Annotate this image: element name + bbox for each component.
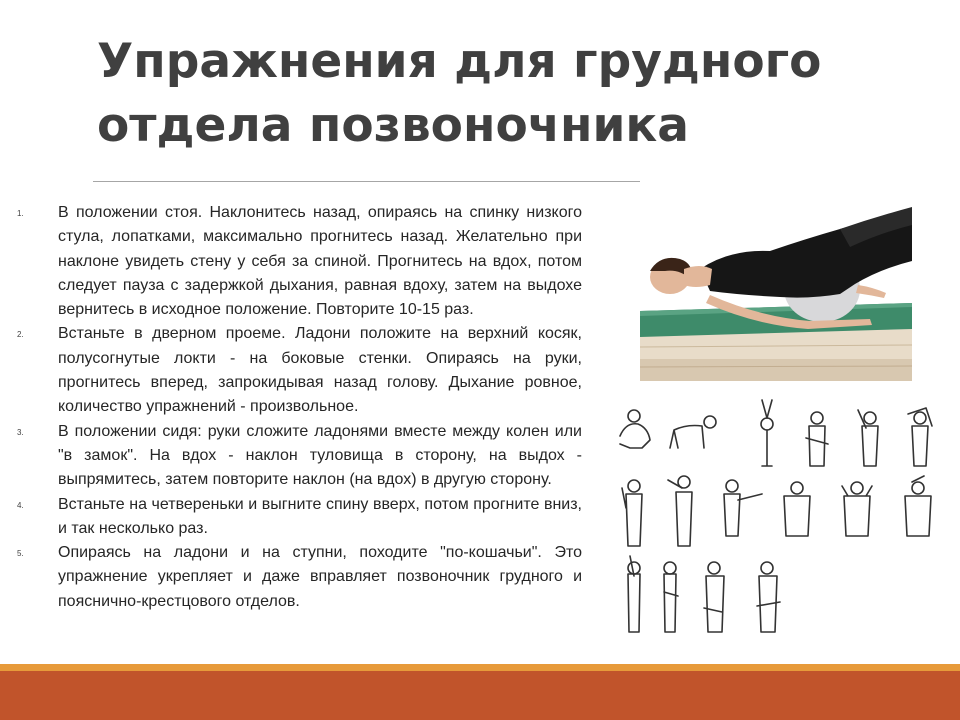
list-item-text: Встаньте на четвереньки и выгните спину вверх, потом прогните вниз, и так несколько раз. xyxy=(58,495,582,537)
list-item-number: 2. xyxy=(17,330,24,340)
list-item-text: В положении сидя: руки сложите ладонями вместе между колен или "в замок". На вдох - наклон туловища в сторону, на выдох - выпрямитесь, затем повторите наклон (на вдох) в другую сторону. xyxy=(58,422,582,489)
list-item-number: 3. xyxy=(17,427,24,437)
title-divider xyxy=(93,181,640,182)
list-item xyxy=(17,201,582,322)
list-item xyxy=(17,493,582,542)
exercise-figures-illustration xyxy=(612,396,945,642)
figure-row-2 xyxy=(622,476,931,546)
exercise-list xyxy=(17,201,582,614)
footer-accent-stripe xyxy=(0,664,960,671)
figure-row-1 xyxy=(620,400,932,466)
list-item xyxy=(17,322,582,419)
footer-band xyxy=(0,671,960,720)
list-item xyxy=(17,420,582,493)
list-item-text: Опираясь на ладони и на ступни, походите "по-кошачьи". Это упражнение укрепляет и даже вправляет позвоночник грудного и пояснично-крестцового отделов. xyxy=(58,544,582,610)
woman-back-stretch-on-ball-photo xyxy=(640,199,912,381)
list-item-number: 5. xyxy=(17,549,24,559)
list-item xyxy=(17,541,582,614)
slide-title: Упражнения для грудного отдела позвоночника xyxy=(97,34,822,153)
list-item-number: 4. xyxy=(17,500,24,510)
list-item-number: 1. xyxy=(17,209,24,218)
list-item-text: В положении стоя. Наклонитесь назад, опираясь на спинку низкого стула, лопатками, максимально прогнитесь назад. Желательно при наклоне увидеть стену у себя за спиной. Прогнитесь на вдох, потом следует пауза с задержкой дыхания, равная вдоху, затем на выдохе вернитесь в исходное положение. Повторите 10-15 раз. xyxy=(58,204,582,319)
figure-row-3 xyxy=(628,556,780,632)
list-item-text: Встаньте в дверном проеме. Ладони положите на верхний косяк, полусогнутые локти - на боковые стенки. Опираясь на руки, прогнитесь вперед, запрокидывая назад голову. Дыхание ровное, количество упражнений - произвольное. xyxy=(58,325,582,416)
